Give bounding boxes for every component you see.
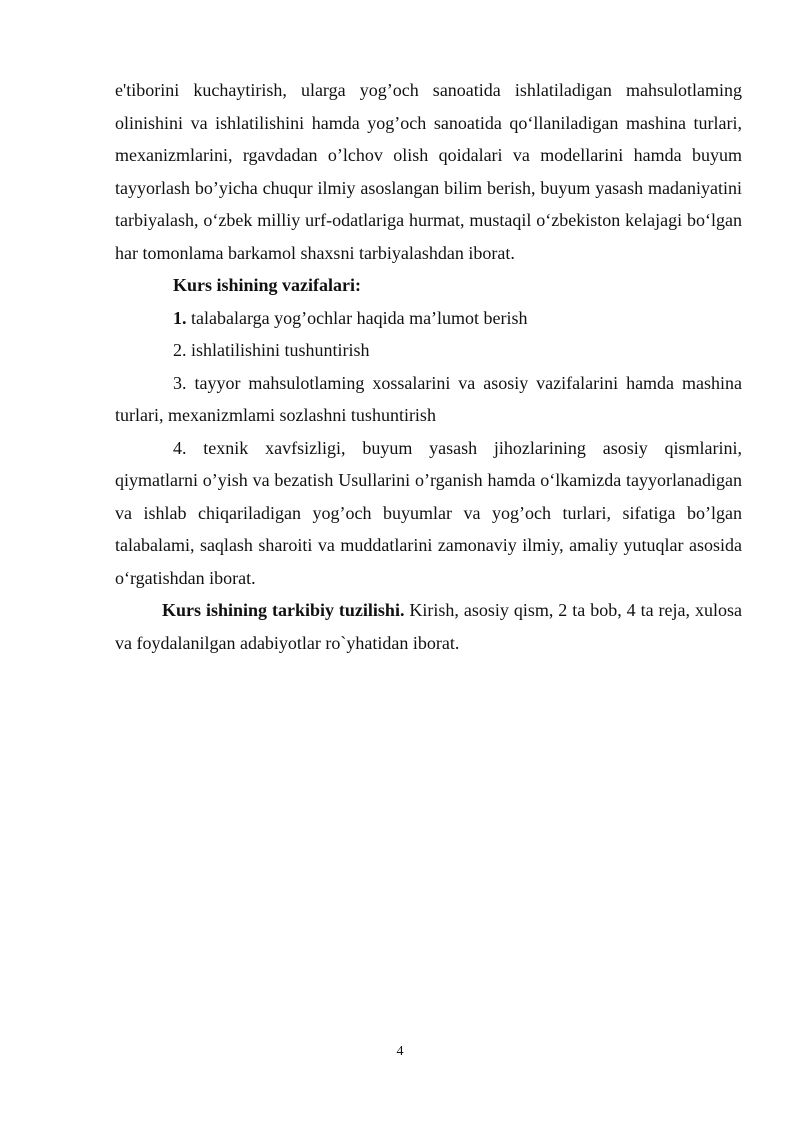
task-1-text: talabalarga yog’ochlar haqida ma’lumot berish <box>186 307 528 328</box>
structure-paragraph <box>115 594 742 659</box>
task-1-number: 1. <box>173 307 187 328</box>
task-item-1 <box>115 302 742 335</box>
document-page <box>115 74 742 659</box>
page-number: 4 <box>396 1044 404 1059</box>
task-item-4: 4. texnik xavfsizligi, buyum yasash jihozlarining asosiy qismlarini, qiymatlarni o’yish va bezatish Usullarini o’rganish hamda o‘lkamizda tayyorlanadigan va ishlab chiqariladigan yog’och buyumlar va yog’och turlari, sifatiga bo’lgan talabalami, saqlash sharoiti va muddatlarini zamonaviy ilmiy, amaliy yutuqlar asosida o‘rgatishdan iborat. <box>115 437 742 588</box>
structure-heading: Kurs ishining tarkibiy tuzilishi. <box>162 600 405 620</box>
task-item-3: 3. tayyor mahsulotlaming xossalarini va asosiy vazifalarini hamda mashina turlari, mexanizmlami sozlashni tushuntirish <box>115 372 742 425</box>
structure-text: Kirish, asosiy qism, 2 ta bob, 4 ta reja, xulosa va foydalanilgan adabiyotlar ro`yhatidan iborat. <box>115 600 742 653</box>
tasks-heading: Kurs ishining vazifalari: <box>173 275 362 295</box>
task-item-2: 2. ishlatilishini tushuntirish <box>173 340 370 360</box>
intro-paragraph: e'tiborini kuchaytirish, ularga yog’och sanoatida ishlatiladigan mahsulotlaming olinishini va ishlatilishini hamda yog’och sanoatida qo‘llaniladigan mashina turlari, mexanizmlarini, rgavdadan o’lchov olish qoidalari va modellarini hamda buyum tayyorlash bo’yicha chuqur ilmiy asoslangan bilim berish, buyum yasash madaniyatini tarbiyalash, o‘zbek milliy urf-odatlariga hurmat, mustaqil o‘zbekiston kelajagi bo‘lgan har tomonlama barkamol shaxsni tarbiyalashdan iborat. <box>115 80 742 263</box>
